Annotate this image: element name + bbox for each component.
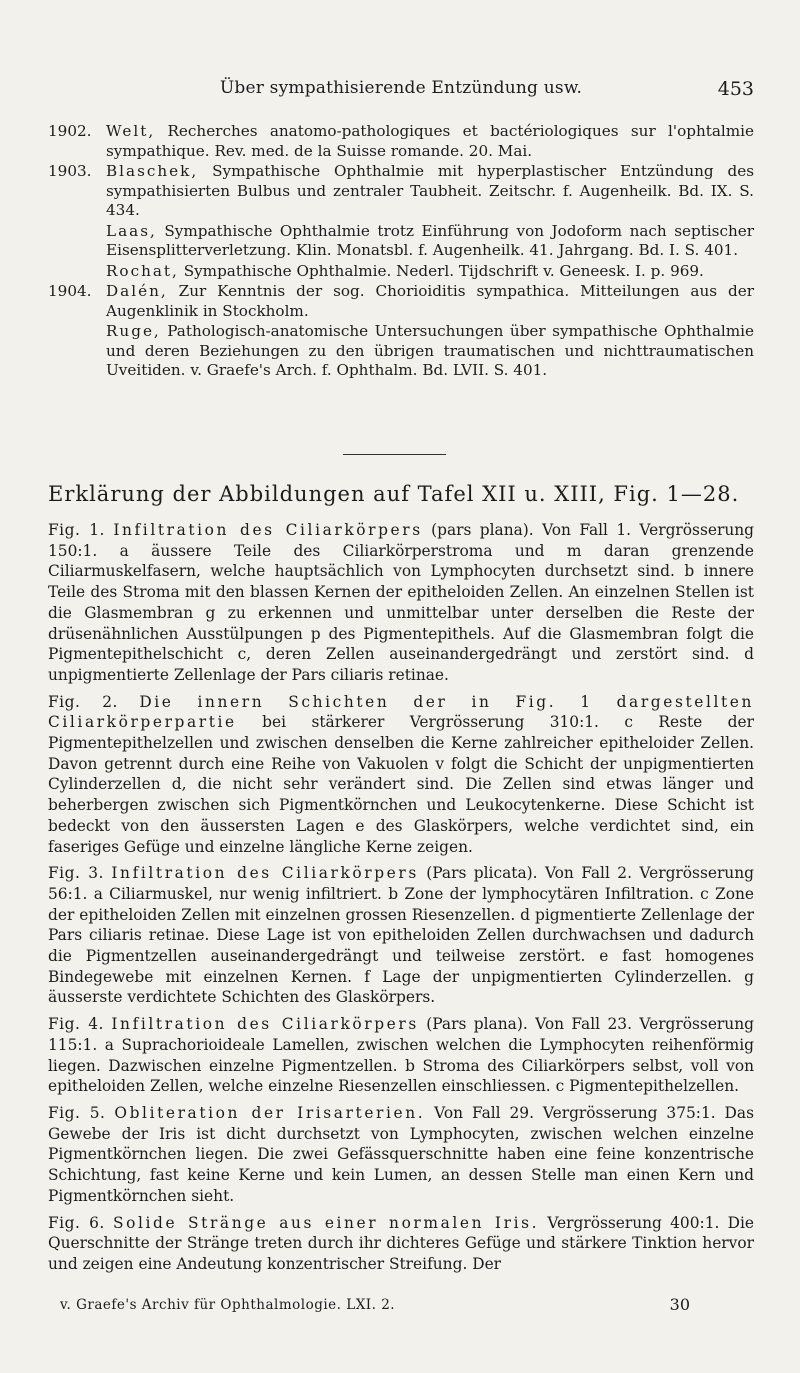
reference-entry [48,222,754,261]
figure-description: Vergrösserung 400:1. Die Querschnitte der Stränge treten durch ihr dichteres Gefüge und stärkere Tinktion hervor und zeigen eine Andeutung konzentrischer Streifung. Der [48,1213,754,1273]
figure-title: Solide Stränge aus einer normalen Iris. [113,1213,540,1232]
reference-text: Pathologisch-anatomische Untersuchungen über sympathische Ophthalmie und deren Beziehungen zu den übrigen traumatischen und nichttraumatischen Uveitiden. v. Graefe's Arch. f. Ophthalm. Bd. LVII. S. 401. [106,322,755,379]
running-title: Über sympathisierende Entzündung usw. [219,78,583,98]
figure-entry [48,1014,754,1097]
page-header [48,78,754,104]
signature-mark: 30 [669,1295,690,1314]
reference-entry [48,322,754,381]
figure-label: Fig. 2. [48,692,118,711]
reference-text: Sympathische Ophthalmie mit hyperplastischer Entzündung des sympathisierten Bulbus und zentraler Taubheit. Zeitschr. f. Augenheilk. Bd. IX. S. 434. [106,162,754,219]
reference-entry [48,262,754,282]
reference-author: Rochat, [106,261,179,280]
figure-entry [48,520,754,686]
reference-year: 1904. [48,282,92,300]
figure-label: Fig. 3. [48,864,104,883]
figure-title: Infiltration des Ciliarkörpers [113,521,423,539]
reference-text: Recherches anatomo-pathologiques et bactériologiques sur l'ophtalmie sympathique. Rev. med. de la Suisse romande. 20. Mai. [106,122,754,160]
reference-text: Zur Kenntnis der sog. Chorioiditis sympathica. Mitteilungen aus der Augenklinik in Stockholm. [106,282,754,320]
figure-description: (Pars plicata). Von Fall 2. Vergrösserung 56:1. a Ciliarmuskel, nur wenig infiltriert. b Zone der lymphocytären Infiltration. c Zone der epitheloiden Zellen mit einzelnen grossen Riesenzellen. d pigmentierte Zellenlage der Pars ciliaris retinae. Diese Lage ist von epitheloiden Zellen durchwachsen und dadurch die Pigmentzellen auseinandergedrängt und teilweise zerstört. e fast homogenes Bindegewebe mit einzelnen Kernen. f Lage der unpigmentierten Cylinderzellen. g äusserste verdichtete Schichten des Glaskörpers. [48,864,754,1007]
reference-author: Laas, [106,221,157,240]
figure-description: (pars plana). Von Fall 1. Vergrösserung 150:1. a äussere Teile des Ciliarkörperstroma und m daran grenzende Ciliarmuskelfasern, welche hauptsächlich von Lymphocyten durchsetzt sind. b innere Teile des Stroma mit den blassen Kernen der epitheloiden Zellen. An einzelnen Stellen ist die Glasmembran g zu erkennen und unmittelbar unter derselben die Reste der drüsenähnlichen Ausstülpungen p des Pigmentepithels. Auf die Glasmembran folgt die Pigmentepithelschicht c, deren Zellen auseinandergedrängt und zerstört sind. d unpigmentierte Zellenlage der Pars ciliaris retinae. [48,521,754,684]
figure-description: bei stärkerer Vergrösserung 310:1. c Reste der Pigmentepithelzellen und zwischen denselben die Kerne zahlreicher epitheloider Zellen. Davon getrennt durch eine Reihe von Vakuolen v folgt die Schicht der unpigmentierten Cylinderzellen d, die nicht sehr verändert sind. Die Zellen sind etwas länger und beherbergen zwischen sich Pigmentkörnchen und Leukocytenkerne. Diese Schicht ist bedeckt von den äussersten Lagen e des Glaskörpers, welche verdichtet sind, ein faseriges Gefüge und einzelne längliche Kerne zeigen. [48,713,754,856]
figure-label: Fig. 4. [48,1015,104,1034]
reference-entry [48,162,754,221]
figure-description: (Pars plana). Von Fall 23. Vergrösserung 115:1. a Suprachorioideale Lamellen, zwischen welchen die Lymphocyten reihenförmig liegen. Dazwischen einzelne Pigmentzellen. b Stroma des Ciliarkörpers selbst, voll von epitheloiden Zellen, welche einzelne Riesenzellen einschliessen. c Pigmentepithelzellen. [48,1015,754,1096]
reference-text: Sympathische Ophthalmie trotz Einführung von Jodoform nach septischer Eisensplitterverletzung. Klin. Monatsbl. f. Augenheilk. 41. Jahrgang. Bd. I. S. 401. [106,221,755,259]
reference-year: 1902. [48,122,92,140]
reference-author: Blaschek, [106,162,199,180]
figure-explanations [48,520,754,1281]
figure-label: Fig. 1. [48,521,105,539]
figure-description: Von Fall 29. Vergrösserung 375:1. Das Gewebe der Iris ist dicht durchsetzt von Lymphocyten, zwischen welchen einzelne Pigmentkörnchen liegen. Die zwei Gefässquerschnitte haben eine feine konzentrische Schichtung, fast keine Kerne und kein Lumen, an dessen Stelle man einen Kern und Pigmentkörnchen sieht. [48,1103,754,1205]
figure-title: Infiltration des Ciliarkörpers [111,1015,419,1034]
figure-title: Infiltration des Ciliarkörpers [111,864,419,883]
journal-footer: v. Graefe's Archiv für Ophthalmologie. LXI. 2. [60,1297,396,1313]
figure-entry [48,1103,754,1207]
reference-author: Ruge, [106,322,161,340]
figure-entry [48,1213,754,1275]
figure-label: Fig. 6. [48,1213,105,1232]
figure-label: Fig. 5. [48,1103,106,1122]
section-divider [343,454,446,455]
figure-entry [48,692,754,858]
figure-title: Die innern Schichten der in Fig. 1 dargestellten Ciliarkörperpartie [48,692,754,732]
reference-entry [48,282,754,321]
reference-author: Welt, [106,122,156,140]
reference-text: Sympathische Ophthalmie. Nederl. Tijdschrift v. Geneesk. I. p. 969. [183,261,704,280]
figure-entry [48,863,754,1008]
section-heading: Erklärung der Abbildungen auf Tafel XII u. XIII, Fig. 1—28. [48,482,740,506]
page-footer [60,1297,690,1313]
figure-title: Obliteration der Irisarterien. [114,1103,426,1122]
reference-list [48,122,754,382]
reference-author: Dalén, [106,282,168,300]
reference-entry [48,122,754,161]
page-number: 453 [717,78,754,100]
reference-year: 1903. [48,162,92,180]
